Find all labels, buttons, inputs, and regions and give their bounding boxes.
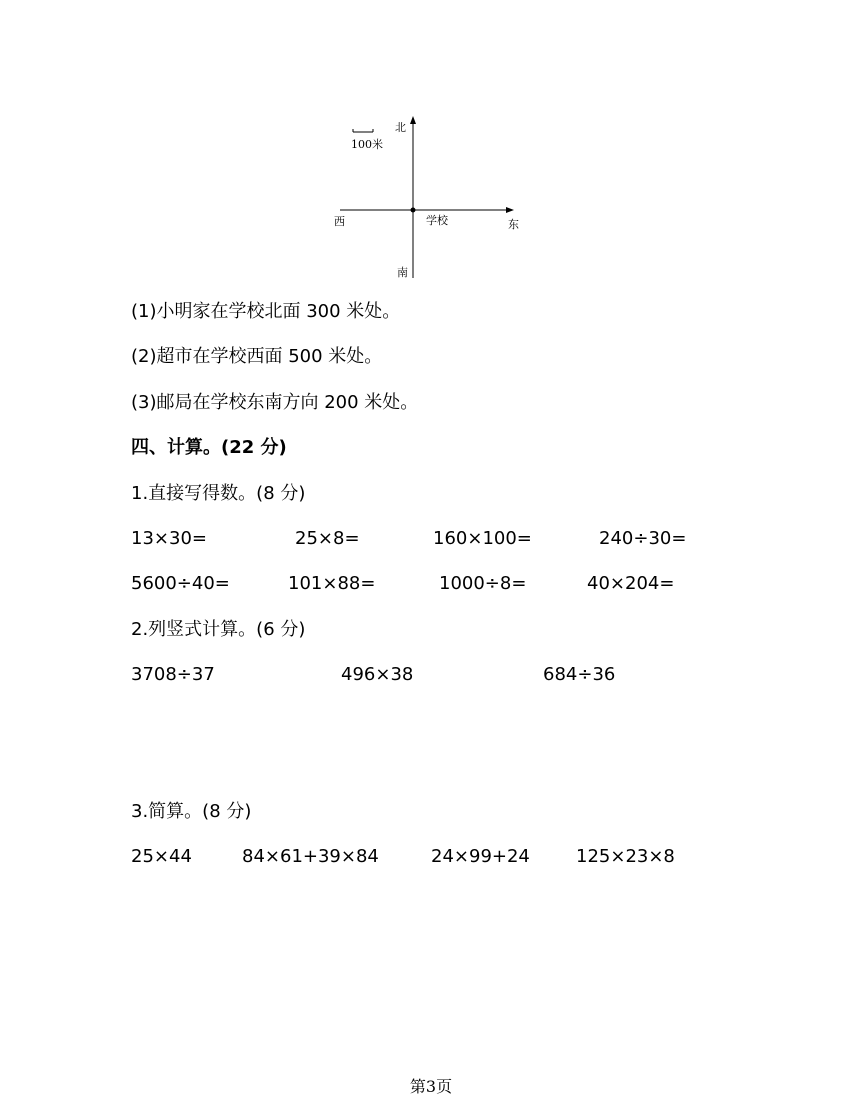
simplify-125x23x8: 125×23×8 bbox=[576, 846, 675, 867]
expr-1000div8: 1000÷8= bbox=[439, 573, 527, 594]
scale-label: 100米 bbox=[351, 138, 383, 151]
vertical-684div36: 684÷36 bbox=[543, 664, 616, 685]
north-label: 北 bbox=[395, 121, 406, 134]
question-2: (2)超市在学校西面 500 米处。 bbox=[131, 346, 383, 367]
center-label: 学校 bbox=[426, 214, 448, 227]
simplify-25x44: 25×44 bbox=[131, 846, 192, 867]
vertical-3708div37: 3708÷37 bbox=[131, 664, 215, 685]
vertical-496x38: 496×38 bbox=[341, 664, 414, 685]
expr-5600div40: 5600÷40= bbox=[131, 573, 230, 594]
expr-160x100: 160×100= bbox=[433, 528, 532, 549]
part2-title: 2.列竖式计算。(6 分) bbox=[131, 619, 306, 640]
expr-13x30: 13×30= bbox=[131, 528, 207, 549]
section-title: 四、计算。(22 分) bbox=[131, 437, 287, 458]
east-label: 东 bbox=[508, 218, 519, 231]
question-3: (3)邮局在学校东南方向 200 米处。 bbox=[131, 392, 419, 413]
part3-title: 3.简算。(8 分) bbox=[131, 801, 252, 822]
part1-title: 1.直接写得数。(8 分) bbox=[131, 483, 306, 504]
expr-25x8: 25×8= bbox=[295, 528, 360, 549]
simplify-84x61-39x84: 84×61+39×84 bbox=[242, 846, 379, 867]
expr-101x88: 101×88= bbox=[288, 573, 376, 594]
expr-40x204: 40×204= bbox=[587, 573, 675, 594]
page-number: 第3页 bbox=[409, 1077, 453, 1096]
expr-240div30: 240÷30= bbox=[599, 528, 687, 549]
simplify-24x99-24: 24×99+24 bbox=[431, 846, 530, 867]
question-1: (1)小明家在学校北面 300 米处。 bbox=[131, 301, 401, 322]
west-label: 西 bbox=[334, 215, 345, 228]
south-label: 南 bbox=[397, 266, 408, 279]
direction-diagram bbox=[320, 112, 540, 282]
